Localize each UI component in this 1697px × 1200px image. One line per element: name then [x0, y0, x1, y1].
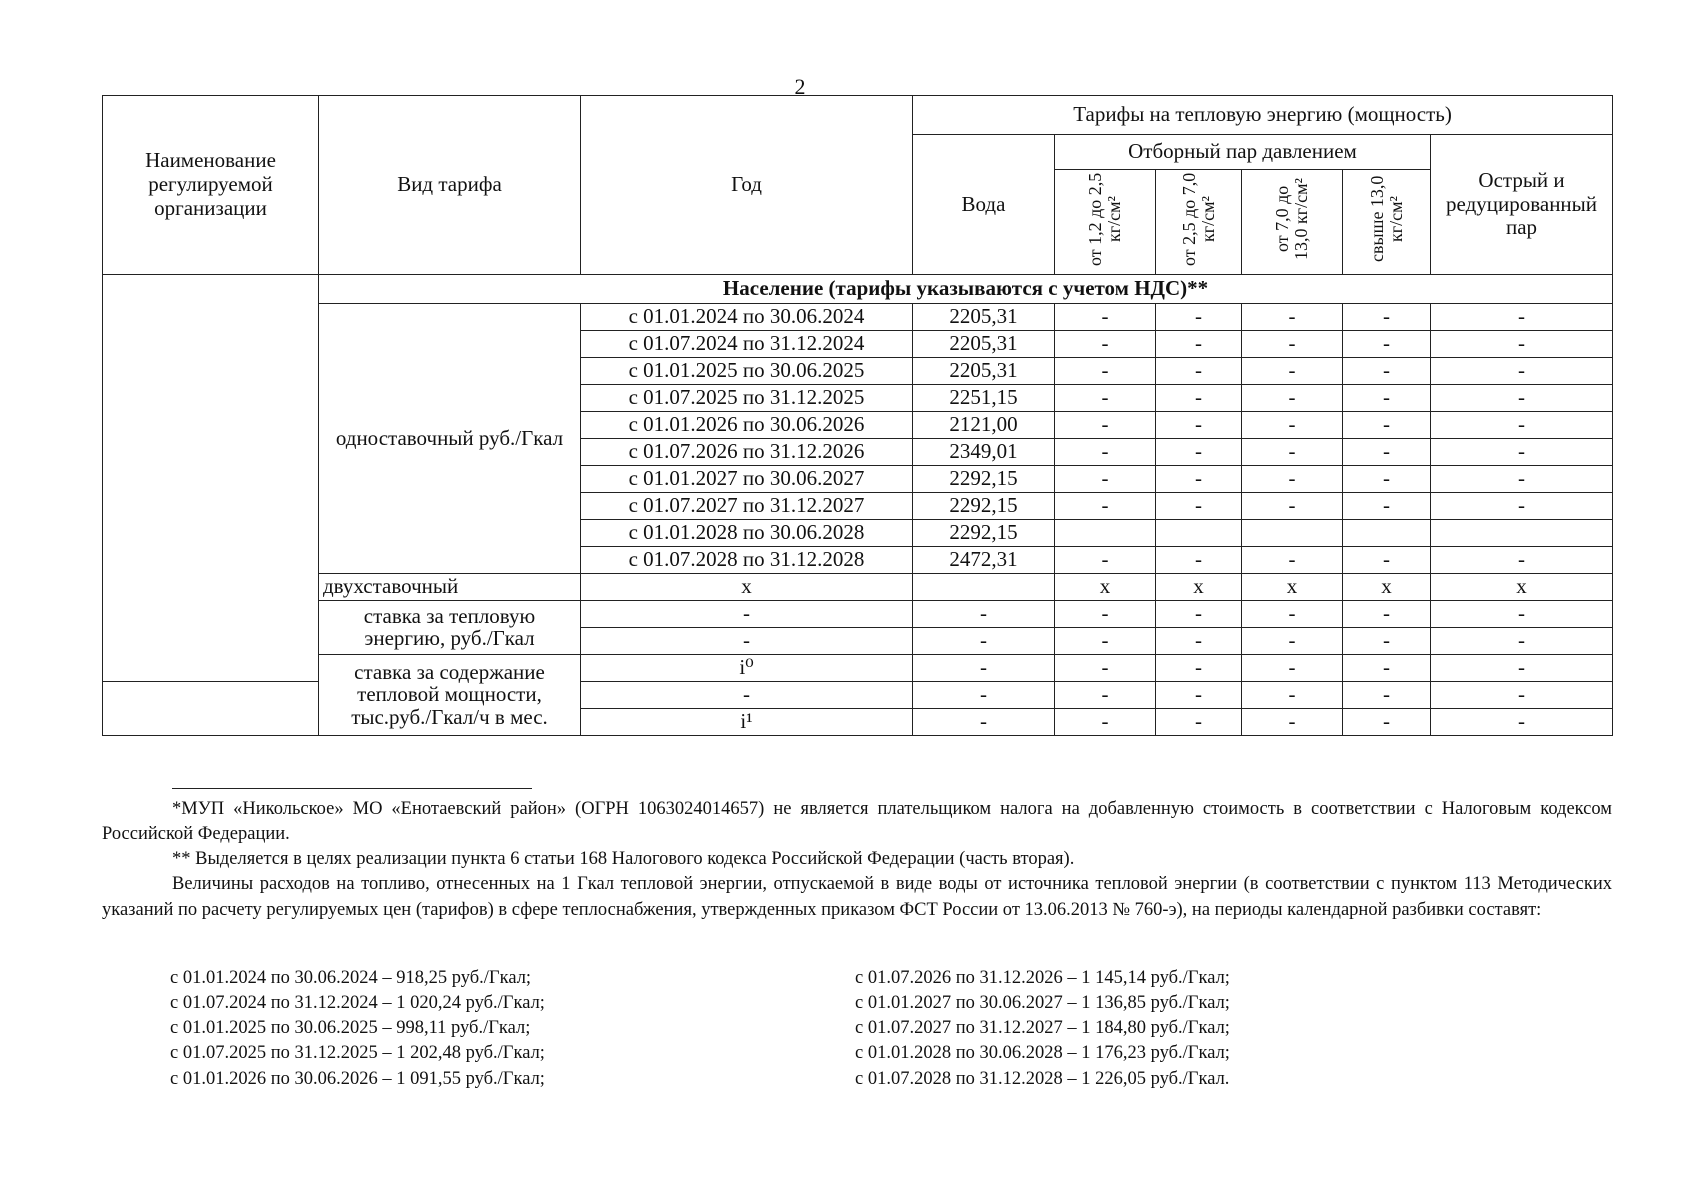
- steam-value: -: [1156, 708, 1242, 735]
- period-cell: с 01.07.2027 по 31.12.2027: [581, 492, 913, 519]
- steam-value: -: [1055, 627, 1156, 654]
- org-name-cell-lower: [103, 681, 319, 735]
- list-item: с 01.07.2026 по 31.12.2026 – 1 145,14 руб./Гкал;: [855, 968, 1230, 988]
- steam-value: -: [1156, 411, 1242, 438]
- water-value: 2472,31: [913, 546, 1055, 573]
- period-cell: с 01.07.2024 по 31.12.2024: [581, 330, 913, 357]
- header-org-name: Наименование регулируемой организации: [103, 96, 319, 275]
- period-cell: с 01.07.2025 по 31.12.2025: [581, 384, 913, 411]
- steam-value: [1156, 519, 1242, 546]
- table-row: [103, 654, 1613, 681]
- steam-value: -: [1242, 492, 1343, 519]
- steam-value: -: [1055, 465, 1156, 492]
- steam-value: -: [1156, 492, 1242, 519]
- header-steam-col: от 2,5 до 7,0 кг/см²: [1156, 170, 1242, 275]
- water-value: -: [913, 681, 1055, 708]
- water-value: 2205,31: [913, 357, 1055, 384]
- list-item: с 01.07.2027 по 31.12.2027 – 1 184,80 руб./Гкал;: [855, 1018, 1230, 1039]
- period-cell: с 01.01.2027 по 30.06.2027: [581, 465, 913, 492]
- steam-value: -: [1343, 384, 1431, 411]
- footnote-rule: [172, 788, 532, 789]
- steam-value: -: [1343, 438, 1431, 465]
- sharp-steam-value: [1431, 519, 1613, 546]
- steam-value: -: [1055, 411, 1156, 438]
- table-row: [103, 303, 1613, 330]
- steam-value: -: [1242, 654, 1343, 681]
- steam-value: -: [1055, 708, 1156, 735]
- water-value: -: [913, 654, 1055, 681]
- steam-value: x: [1343, 573, 1431, 600]
- steam-value: -: [1055, 330, 1156, 357]
- sharp-steam-value: -: [1431, 330, 1613, 357]
- water-value: 2205,31: [913, 303, 1055, 330]
- steam-value: -: [1055, 681, 1156, 708]
- steam-value: -: [1343, 492, 1431, 519]
- steam-value: -: [1055, 303, 1156, 330]
- energy-rate-label: ставка за тепловую энергию, руб./Гкал: [319, 600, 581, 654]
- sharp-steam-value: -: [1431, 303, 1613, 330]
- steam-value: -: [1343, 627, 1431, 654]
- water-value: 2292,15: [913, 519, 1055, 546]
- list-item: с 01.01.2026 по 30.06.2026 – 1 091,55 руб./Гкал;: [170, 1068, 545, 1089]
- population-title: Население (тарифы указываются с учетом НДС)**: [319, 274, 1613, 303]
- fuel-costs-left: [170, 966, 545, 1092]
- steam-value: -: [1156, 438, 1242, 465]
- year-cell: i¹: [581, 708, 913, 735]
- period-cell: с 01.07.2026 по 31.12.2026: [581, 438, 913, 465]
- footnote-fuel-costs: Величины расходов на топливо, отнесенных на 1 Гкал тепловой энергии, отпускаемой в виде воды от источника тепловой энергии (в соответствии с пунктом 113 Методических указаний по расчету регулируемых цен (тарифов) в сфере теплоснабжения, утвержденных приказом ФСТ России от 13.06.2013 № 760-э), на периоды календарной разбивки составят:: [102, 874, 1612, 920]
- fuel-costs-right: [855, 966, 1230, 1092]
- steam-value: -: [1343, 708, 1431, 735]
- sharp-steam-value: -: [1431, 465, 1613, 492]
- steam-value: -: [1055, 384, 1156, 411]
- sharp-steam-value: -: [1431, 357, 1613, 384]
- two-rate-year: x: [581, 573, 913, 600]
- steam-value: -: [1055, 438, 1156, 465]
- steam-value: -: [1343, 654, 1431, 681]
- sharp-steam-value: -: [1431, 627, 1613, 654]
- steam-value: -: [1242, 330, 1343, 357]
- steam-value: -: [1156, 384, 1242, 411]
- steam-value: [1055, 519, 1156, 546]
- water-value: 2292,15: [913, 492, 1055, 519]
- list-item: с 01.07.2024 по 31.12.2024 – 1 020,24 руб./Гкал;: [170, 993, 545, 1014]
- steam-value: -: [1343, 357, 1431, 384]
- steam-value: -: [1242, 681, 1343, 708]
- capacity-rate-label: ставка за содержание тепловой мощности, тыс.руб./Гкал/ч в мес.: [319, 654, 581, 735]
- table-row: [103, 573, 1613, 600]
- year-cell: -: [581, 627, 913, 654]
- table-row: [103, 600, 1613, 627]
- steam-value: -: [1055, 546, 1156, 573]
- header-steam-col: свыше 13,0 кг/см²: [1343, 170, 1431, 275]
- period-cell: с 01.01.2024 по 30.06.2024: [581, 303, 913, 330]
- list-item: с 01.01.2025 по 30.06.2025 – 998,11 руб./Гкал;: [170, 1018, 531, 1039]
- year-cell: i⁰: [581, 654, 913, 681]
- steam-value: -: [1343, 465, 1431, 492]
- period-cell: с 01.01.2025 по 30.06.2025: [581, 357, 913, 384]
- steam-value: -: [1242, 303, 1343, 330]
- steam-value: -: [1156, 654, 1242, 681]
- water-value: -: [913, 708, 1055, 735]
- water-value: -: [913, 600, 1055, 627]
- steam-value: -: [1242, 600, 1343, 627]
- sharp-steam-value: -: [1431, 654, 1613, 681]
- water-value: -: [913, 627, 1055, 654]
- header-group-title: Тарифы на тепловую энергию (мощность): [913, 96, 1613, 135]
- page-number: 2: [794, 74, 806, 99]
- period-cell: с 01.01.2028 по 30.06.2028: [581, 519, 913, 546]
- header-steam-col: от 1,2 до 2,5 кг/см²: [1055, 170, 1156, 275]
- sharp-steam-value: -: [1431, 600, 1613, 627]
- steam-value: -: [1156, 627, 1242, 654]
- water-value: 2121,00: [913, 411, 1055, 438]
- year-cell: -: [581, 600, 913, 627]
- sharp-steam-value: -: [1431, 384, 1613, 411]
- steam-value: -: [1156, 600, 1242, 627]
- steam-value: -: [1055, 357, 1156, 384]
- tariff-table: [102, 95, 1613, 736]
- header-sharp-steam: Острый и редуцированный пар: [1431, 135, 1613, 275]
- two-rate-label: двухставочный: [319, 573, 581, 600]
- steam-value: -: [1242, 465, 1343, 492]
- sharp-steam-value: -: [1431, 411, 1613, 438]
- list-item: с 01.01.2028 по 30.06.2028 – 1 176,23 руб./Гкал;: [855, 1043, 1230, 1064]
- sharp-steam-value: -: [1431, 438, 1613, 465]
- steam-value: -: [1156, 546, 1242, 573]
- sharp-steam-value: x: [1431, 573, 1613, 600]
- sharp-steam-value: -: [1431, 546, 1613, 573]
- list-item: с 01.01.2024 по 30.06.2024 – 918,25 руб./Гкал;: [170, 968, 532, 988]
- steam-value: -: [1242, 411, 1343, 438]
- water-value: 2349,01: [913, 438, 1055, 465]
- steam-value: x: [1242, 573, 1343, 600]
- period-cell: с 01.01.2026 по 30.06.2026: [581, 411, 913, 438]
- list-item: с 01.07.2028 по 31.12.2028 – 1 226,05 руб./Гкал.: [855, 1068, 1230, 1089]
- steam-value: x: [1156, 573, 1242, 600]
- steam-value: -: [1343, 546, 1431, 573]
- steam-value: -: [1242, 357, 1343, 384]
- steam-value: -: [1343, 600, 1431, 627]
- water-value: 2292,15: [913, 465, 1055, 492]
- steam-value: -: [1343, 411, 1431, 438]
- header-steam-group: Отборный пар давлением: [1055, 135, 1431, 170]
- year-cell: -: [581, 681, 913, 708]
- footnote-vat: *МУП «Никольское» МО «Енотаевский район» (ОГРН 1063024014657) не является плательщиком налога на добавленную стоимость в соответствии с Налоговым кодексом Российской Федерации.: [102, 799, 1612, 845]
- steam-value: [1343, 519, 1431, 546]
- steam-value: -: [1156, 681, 1242, 708]
- single-rate-label: одноставочный руб./Гкал: [319, 303, 581, 573]
- water-value: 2205,31: [913, 330, 1055, 357]
- sharp-steam-value: -: [1431, 492, 1613, 519]
- steam-value: -: [1343, 681, 1431, 708]
- steam-value: -: [1055, 492, 1156, 519]
- steam-value: -: [1242, 708, 1343, 735]
- steam-value: -: [1156, 465, 1242, 492]
- steam-value: -: [1242, 438, 1343, 465]
- org-name-cell: [103, 274, 319, 681]
- footnote-article-168: ** Выделяется в целях реализации пункта 6 статьи 168 Налогового кодекса Российской Федерации (часть вторая).: [172, 849, 1075, 870]
- steam-value: -: [1242, 384, 1343, 411]
- header-tariff-type: Вид тарифа: [319, 96, 581, 275]
- footnotes: [102, 788, 1612, 923]
- steam-value: -: [1156, 303, 1242, 330]
- header-water: Вода: [913, 135, 1055, 275]
- sharp-steam-value: -: [1431, 708, 1613, 735]
- period-cell: с 01.07.2028 по 31.12.2028: [581, 546, 913, 573]
- header-year: Год: [581, 96, 913, 275]
- steam-value: -: [1343, 303, 1431, 330]
- list-item: с 01.01.2027 по 30.06.2027 – 1 136,85 руб./Гкал;: [855, 993, 1230, 1014]
- water-value: 2251,15: [913, 384, 1055, 411]
- steam-value: -: [1055, 654, 1156, 681]
- steam-value: -: [1343, 330, 1431, 357]
- steam-value: -: [1156, 357, 1242, 384]
- steam-value: x: [1055, 573, 1156, 600]
- steam-value: -: [1242, 627, 1343, 654]
- steam-value: [1242, 519, 1343, 546]
- sharp-steam-value: -: [1431, 681, 1613, 708]
- steam-value: -: [1242, 546, 1343, 573]
- two-rate-water: [913, 573, 1055, 600]
- steam-value: -: [1055, 600, 1156, 627]
- header-steam-col: от 7,0 до 13,0 кг/см²: [1242, 170, 1343, 275]
- steam-value: -: [1156, 330, 1242, 357]
- list-item: с 01.07.2025 по 31.12.2025 – 1 202,48 руб./Гкал;: [170, 1043, 545, 1064]
